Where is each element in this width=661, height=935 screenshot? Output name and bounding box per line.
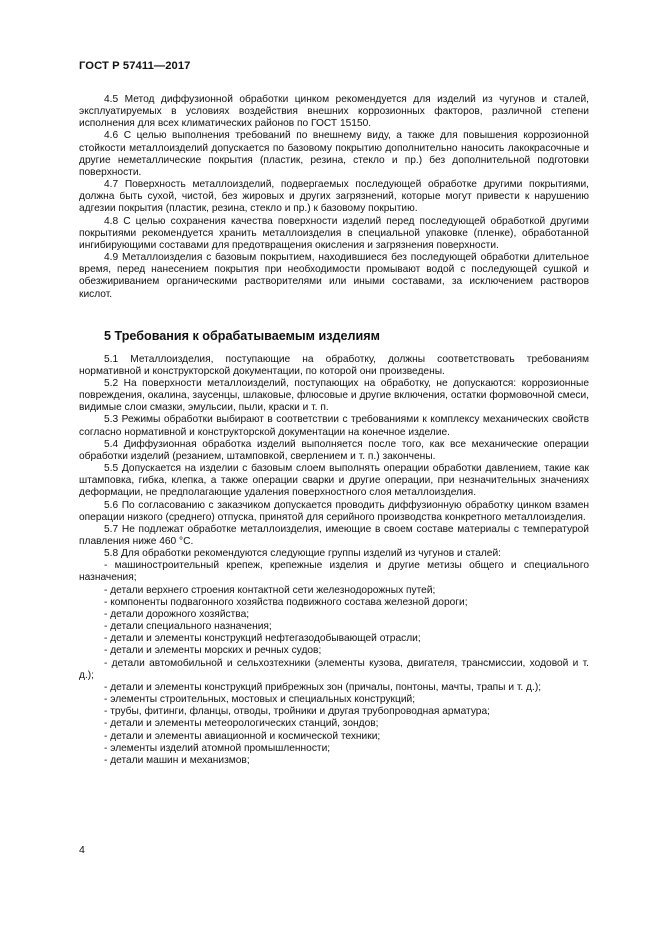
list-item: - детали специального назначения; xyxy=(104,621,272,633)
paragraph-5-1: 5.1 Металлоизделия, поступающие на обработку, должны соответствовать требованиям нормативной и конструкторской документации, по которой они произведены. xyxy=(79,353,589,377)
paragraph-5-3: 5.3 Режимы обработки выбирают в соответствии с требованиями к комплексу механических свойств согласно нормативной и конструкторской документации на конечное изделие. xyxy=(79,414,589,438)
list-item: - детали машин и механизмов; xyxy=(104,754,250,766)
list-item: - трубы, фитинги, фланцы, отводы, тройники и другая трубопроводная арматура; xyxy=(104,706,490,718)
paragraph-4-7: 4.7 Поверхность металлоизделий, подвергаемых последующей обработке другими покрытиями, должна быть сухой, чистой, без жировых и других загрязнений, которые могут привести к нарушению адгезии покрытия (пластик, резина, стекло и пр.) к базовому покрытию. xyxy=(79,179,589,215)
paragraph-5-2: 5.2 На поверхности металлоизделий, поступающих на обработку, не допускаются: коррозионные повреждения, окалина, заусенцы, шлаковые, флюсовые и другие включения, остатки формовочной смеси, видимые слои смазки, эмульсии, пыли, краски и т. п. xyxy=(79,377,589,414)
list-item: - детали дорожного хозяйства; xyxy=(104,608,250,620)
list-item: - элементы строительных, мостовых и специальных конструкций; xyxy=(104,694,416,706)
list-item: - элементы изделий атомной промышленности; xyxy=(104,742,331,754)
paragraph-4-5: 4.5 Метод диффузионной обработки цинком рекомендуется для изделий из чугунов и сталей, эксплуатируемых в условиях воздействия внешних коррозионных факторов, различной степени исполнения для всех климатических районов по ГОСТ 15150. xyxy=(79,94,589,130)
list-item: - детали и элементы конструкций прибрежных зон (причалы, понтоны, мачты, трапы и т. д.); xyxy=(104,681,542,693)
list-item: - машиностроительный крепеж, крепежные изделия и другие метизы общего и специального назначения; xyxy=(79,560,589,584)
paragraph-4-9: 4.9 Металлоизделия с базовым покрытием, находившиеся без последующей обработки длительное время, перед нанесением покрытия при необходимости промывают водой с последующей сушкой и обезжириванием органическими растворителями или иными составами, за исключением растворов кислот. xyxy=(79,252,589,300)
paragraph-5-5: 5.5 Допускается на изделии с базовым слоем выполнять операции обработки давлением, такие как штамповка, гибка, клепка, а также операции сварки и другие операции, при незначительных значениях деформации, не предполагающие удаления поверхностного слоя металлоизделия. xyxy=(79,463,589,499)
list-item: - детали и элементы авиационной и космической техники; xyxy=(104,730,381,742)
paragraph-5-8: 5.8 Для обработки рекомендуются следующие группы изделий из чугунов и сталей: xyxy=(104,548,501,560)
paragraph-4-6: 4.6 С целью выполнения требований по внешнему виду, а также для повышения коррозионной стойкости металлоизделий допускается по базовому покрытию дополнительно наносить лакокрасочные и другие неметаллические покрытия (пластик, резина, стекло и пр.) без дополнительной подготовки поверхности. xyxy=(79,130,589,178)
list-item: - детали и элементы морских и речных судов; xyxy=(104,645,322,657)
list-item: - детали и элементы конструкций нефтегазодобывающей отрасли; xyxy=(104,633,421,645)
paragraph-5-6: 5.6 По согласованию с заказчиком допускается проводить диффузионную обработку цинком взамен операции низкого (среднего) отпуска, принятой для серийного производства конкретного металлоизделия. xyxy=(79,499,589,523)
list-item: - компоненты подвагонного хозяйства подвижного состава железной дороги; xyxy=(104,596,468,608)
list-item: - детали верхнего строения контактной сети железнодорожных путей; xyxy=(104,584,436,596)
document-body xyxy=(79,94,589,767)
page-number: 4 xyxy=(79,844,85,856)
list-item: - детали и элементы метеорологических станций, зондов; xyxy=(104,718,379,730)
paragraph-5-4: 5.4 Диффузионная обработка изделий выполняется после того, как все механические операции обработки изделий (резанием, штамповкой, сверлением и т. п.) закончены. xyxy=(79,438,589,462)
list-item: - детали автомобильной и сельхозтехники (элементы кузова, двигателя, трансмиссии, ходовой и т. д.); xyxy=(79,657,589,681)
section-title: 5 Требования к обрабатываемым изделиям xyxy=(104,328,380,343)
paragraph-5-7: 5.7 Не подлежат обработке металлоизделия, имеющие в своем составе материалы с температурой плавления ниже 460 °С. xyxy=(79,523,589,547)
paragraph-4-8: 4.8 С целью сохранения качества поверхности изделий перед последующей обработкой другими покрытиями рекомендуется хранить металлоизделия в специальной упаковке (пленке), обработанной ингибирующими составами для предотвращения окисления и загрязнения поверхности. xyxy=(79,215,589,251)
document-header: ГОСТ Р 57411—2017 xyxy=(79,60,191,72)
